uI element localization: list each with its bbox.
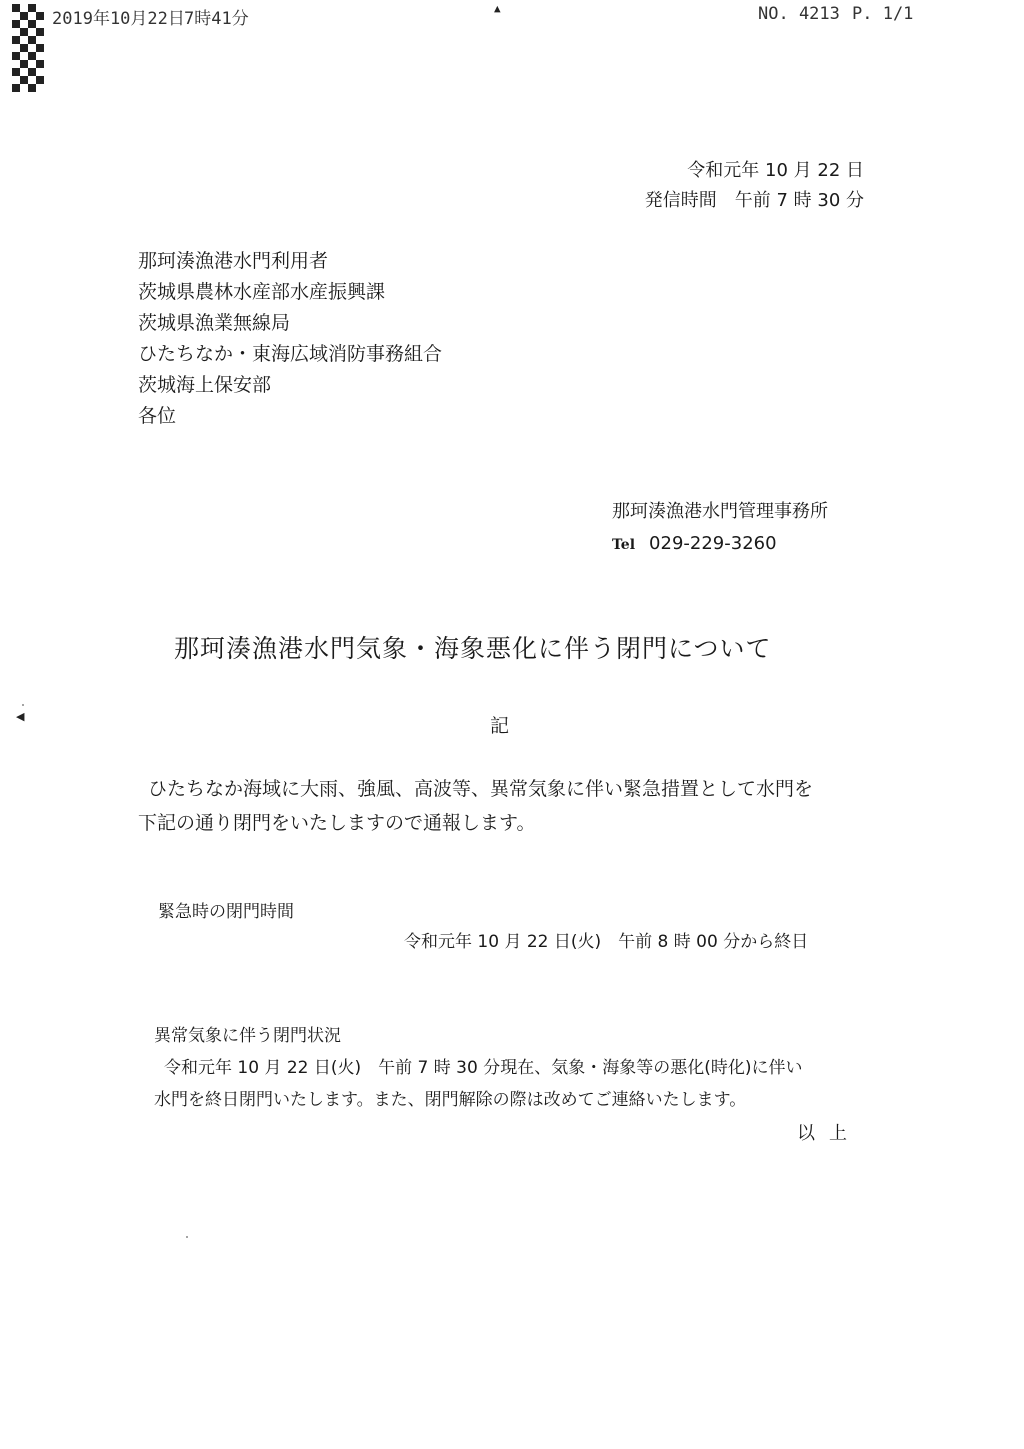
- closure-time-heading: 緊急時の閉門時間: [158, 902, 294, 922]
- left-triangle-icon: ◀: [16, 710, 25, 723]
- date-block: [645, 156, 864, 216]
- sender-tel-line: [612, 528, 828, 561]
- closing-mark: 以上: [797, 1123, 861, 1144]
- status-line: 令和元年 10 月 22 日(火) 午前 7 時 30 分現在、気象・海象等の悪化(時化)に伴い: [164, 1058, 803, 1078]
- status-line: 水門を終日閉門いたします。また、閉門解除の際は改めてご連絡いたします。: [154, 1090, 747, 1110]
- fax-time: 7時41分: [184, 9, 249, 29]
- issue-date: 令和元年 10 月 22 日: [687, 160, 864, 181]
- up-triangle-icon: ▲: [494, 2, 501, 15]
- sender-block: [612, 496, 828, 561]
- closure-status-heading: 異常気象に伴う閉門状況: [154, 1026, 341, 1046]
- ki-mark: 記: [490, 715, 510, 737]
- body-text: [138, 772, 898, 840]
- tel-label: Tel: [612, 537, 636, 553]
- send-time: 発信時間 午前 7 時 30 分: [644, 190, 864, 211]
- fax-page-count: P. 1/1: [852, 4, 914, 24]
- closure-time-value: 令和元年 10 月 22 日(火) 午前 8 時 00 分から終日: [404, 932, 809, 952]
- fax-date: 2019年10月22日: [52, 9, 185, 29]
- body-line: 下記の通り閉門をいたしますので通報します。: [138, 812, 536, 834]
- recipient-line: 茨城県漁業無線局: [138, 312, 291, 334]
- sender-tel: 029-229-3260: [649, 533, 777, 554]
- recipient-line: ひたちなか・東海広域消防事務組合: [138, 343, 443, 365]
- scan-speck: [186, 1236, 188, 1238]
- sender-name: 那珂湊漁港水門管理事務所: [612, 501, 828, 522]
- document-title: 那珂湊漁港水門気象・海象悪化に伴う閉門について: [174, 634, 772, 663]
- scan-speck: [22, 704, 24, 706]
- body-line: ひたちなか海域に大雨、強風、高波等、異常気象に伴い緊急措置として水門を: [148, 778, 814, 800]
- recipient-line: 茨城海上保安部: [138, 374, 272, 396]
- recipient-line: 茨城県農林水産部水産振興課: [138, 281, 386, 303]
- recipient-line: 各位: [138, 405, 177, 427]
- closure-status-body: [154, 1052, 884, 1116]
- recipient-list: [138, 246, 442, 432]
- recipient-line: 那珂湊漁港水門利用者: [138, 250, 329, 272]
- fax-number: NO. 4213: [758, 4, 840, 24]
